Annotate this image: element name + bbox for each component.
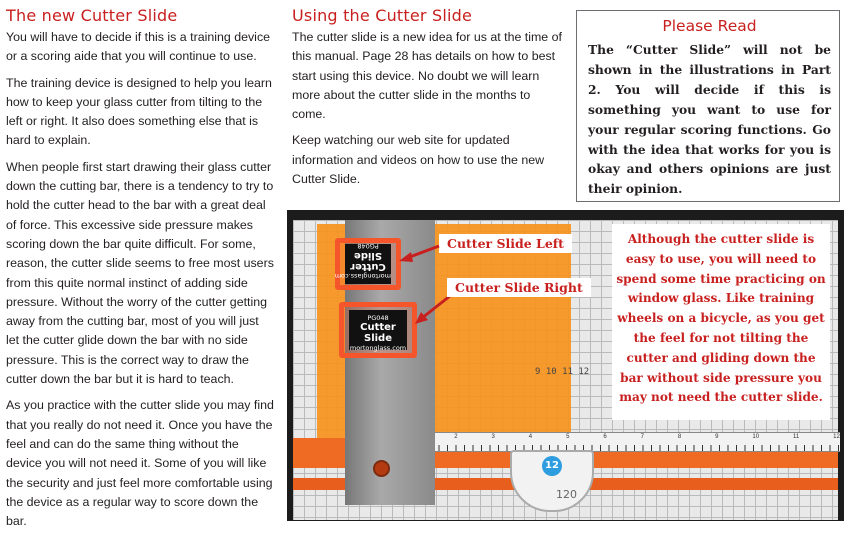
ruler-ticks: [413, 445, 840, 451]
column-using-cutter-slide: [292, 6, 564, 196]
paragraph: As you practice with the cutter slide you may find that you really do not need it. Once you have the feel and can do the same thing without the device you will not need it. Some of you will like the security and just feel more comfortable using the device as a regular way to score down the bar.: [6, 398, 274, 529]
gauge-value: 120: [556, 488, 577, 501]
cutter-slide-photo: [287, 210, 844, 521]
slider-brand: Cutter Slide: [360, 322, 396, 344]
paragraph: You will have to decide if this is a training device or a scoring aide that you will continue to use.: [6, 30, 271, 64]
pencil-numbers: 9 10 11 12: [535, 367, 590, 377]
slider-brand: Cutter Slide: [350, 250, 386, 272]
ruler-number: 6: [603, 434, 607, 440]
gauge-badge: 12: [542, 456, 562, 476]
ruler-number: 3: [491, 434, 495, 440]
bar-bolt: [373, 460, 390, 477]
ruler-number: 5: [566, 434, 570, 440]
ruler-number: 2: [454, 434, 458, 440]
training-note: Although the cutter slide is easy to use, you will need to spend some time practicing on window glass. Like training wheels on a bicycle, as you get the feel for not tilting the cutter and gliding down the bar without side pressure you may not need the cutter slide.: [612, 224, 830, 420]
slider-site: mortonglass.com: [334, 272, 391, 280]
slider-site: mortonglass.com: [349, 344, 407, 352]
heading-new-cutter-slide: The new Cutter Slide: [6, 6, 178, 25]
cutter-slide-right: [349, 310, 407, 350]
ruler-number: 9: [715, 434, 719, 440]
cutter-slide-left: [334, 242, 391, 284]
ruler-number: 4: [528, 434, 533, 440]
paragraph: Keep watching our web site for updated information and videos on how to use the new Cutter Slide.: [292, 133, 545, 187]
paragraph: The cutter slide is a new idea for us at the time of this manual. Page 28 has details on how to best start using this device. No doubt we will learn more about the cutter slide in the months to come.: [292, 30, 562, 122]
ruler-number: 7: [640, 434, 644, 440]
slider-code: PG048: [357, 242, 379, 250]
ruler: [413, 432, 840, 452]
ruler-number: 12: [833, 434, 840, 440]
heading-using-cutter-slide: Using the Cutter Slide: [292, 6, 473, 25]
please-read-body: The “Cutter Slide” will not be shown in the illustrations in Part 2. You will decide if this is something you want to use for your regular scoring functions. Go with the idea that works for you is okay and others opinions are just their opinion.: [588, 42, 831, 197]
please-read-box: [576, 10, 840, 202]
ruler-number: 11: [793, 434, 800, 440]
paragraph: The training device is designed to help you learn how to keep your glass cutter from tilting to the left or right. It also does something else that is hard to explain.: [6, 75, 272, 148]
ruler-numbers: [417, 434, 840, 440]
slider-code: PG048: [367, 314, 389, 322]
ruler-number: 10: [752, 434, 760, 440]
label-cutter-slide-right: Cutter Slide Right: [447, 278, 591, 297]
column-new-cutter-slide: [6, 6, 274, 538]
ruler-number: 8: [677, 434, 682, 440]
paragraph: When people first start drawing their glass cutter down the cutting bar, there is a tendency to try to hold the cutter head to the bar with a great deal of force. This excessive side pressure makes scoring down the bar quite difficult. For some, reason, the cutter slide seems to free most users from this quite normal instinct of adding side pressure. Without the worry of the cutter getting away from the cutting bar, most of you will just let the cutter glide down the bar with no side pressure. This is the correct way to draw the cutter down the bar but it is hard to teach.: [6, 159, 274, 387]
please-read-title: Please Read: [662, 17, 757, 35]
label-cutter-slide-left: Cutter Slide Left: [439, 234, 572, 253]
